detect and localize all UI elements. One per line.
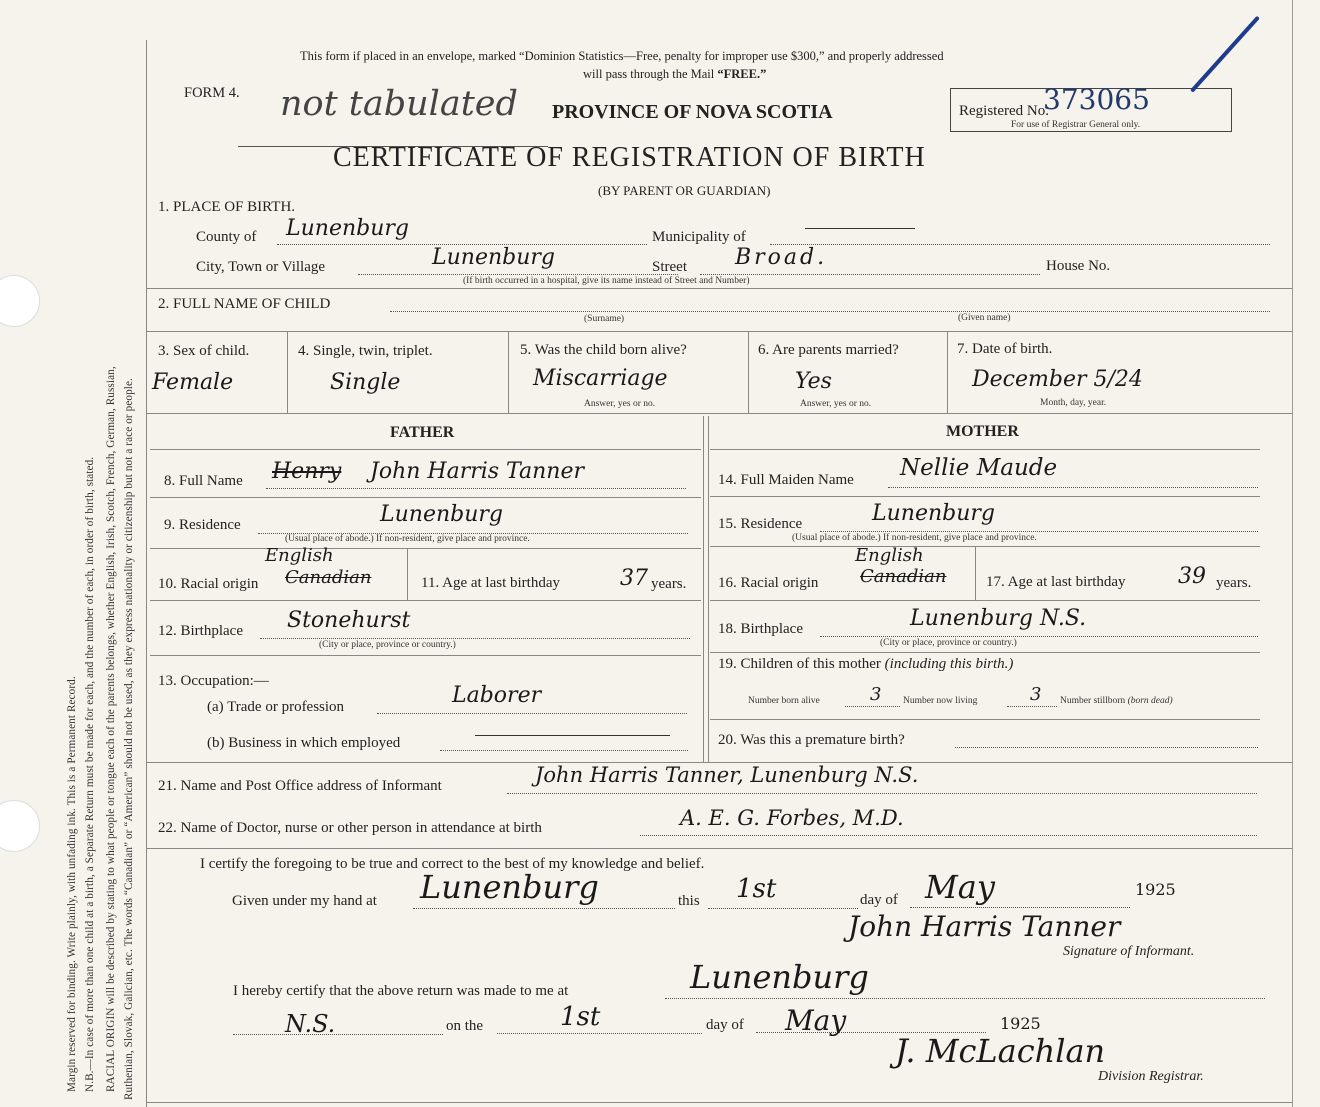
date-note: Month, day, year. [1040,398,1107,408]
rule-father-head [150,449,701,450]
frame-left [146,40,147,1107]
mother-age-value: 39 [1178,564,1206,589]
rule-f10 [150,600,701,601]
business-label: (b) Business in which employed [207,735,401,751]
registrar-place-value: Lunenburg [690,958,869,996]
given-month-value: May [925,868,995,906]
father-name-line [266,488,686,489]
informant-signature: John Harris Tanner [848,910,1121,943]
trade-value: Laborer [452,683,542,708]
doctor-line [640,835,1257,836]
registrar-place-line [665,998,1265,999]
rule-m18 [710,652,1260,653]
mother-name-line [888,487,1258,488]
city-line [358,274,678,275]
margin-note-4: Ruthenian, Slovak, Galician, etc. The words “Canadian” or “American” should not be used, as they express nationality or citizenship but not a race or people. [123,378,135,1100]
street-label: Street [652,259,687,275]
born-alive-line [845,706,900,707]
living-value: 3 [1030,684,1042,705]
rule-f8 [150,497,701,498]
occupation-label: 13. Occupation:— [158,673,269,689]
living-line [1007,706,1057,707]
surname-note: (Surname) [584,314,625,324]
father-residence-note: (Usual place of abode.) If non-resident, give place and province. [285,534,530,544]
divider-4-5 [508,331,509,413]
alive-label: 5. Was the child born alive? [520,342,687,358]
city-value: Lunenburg [432,245,555,270]
certify-text: I certify the foregoing to be true and correct to the best of my knowledge and belief. [200,856,705,872]
mail-notice-text: will pass through the Mail [583,67,715,81]
date-value: December 5/24 [972,367,1143,392]
stillborn-label-text: Number stillborn [1060,696,1126,706]
binding-hole-bottom [0,800,40,852]
bottom-rule [146,1102,1292,1103]
registrar-signature: J. McLachlan [895,1032,1106,1070]
column-divider-b [708,416,709,762]
alive-value: Miscarriage [533,366,668,391]
father-heading: FATHER [390,424,455,441]
children-label-note: (including this birth.) [884,656,1014,672]
informant-value: John Harris Tanner, Lunenburg N.S. [535,763,919,787]
registrar-day-value: 1st [560,1002,601,1032]
registrar-text: I hereby certify that the above return was made to me at [233,983,569,999]
father-residence-value: Lunenburg [380,502,503,527]
municipality-dash [805,228,915,229]
divider-6-7 [947,331,948,413]
date-label: 7. Date of birth. [957,341,1053,357]
registration-note: For use of Registrar General only. [1011,120,1141,130]
county-label: County of [196,229,257,245]
single-value: Single [330,370,401,395]
born-alive-value: 3 [870,684,882,705]
rule-2 [146,331,1292,332]
father-birthplace-note: (City or place, province or country.) [319,640,456,650]
business-dash [475,735,670,736]
rule-m15 [710,546,1260,547]
divider-10-11 [407,548,408,600]
mother-residence-value: Lunenburg [872,501,995,526]
mother-birthplace-line [820,636,1258,637]
certificate-subtitle: (BY PARENT OR GUARDIAN) [598,183,771,198]
father-name-label: 8. Full Name [164,473,243,489]
rule-f9 [150,548,701,549]
married-note: Answer, yes or no. [800,399,872,409]
province-heading: PROVINCE OF NOVA SCOTIA [552,101,833,123]
form-number: FORM 4. [184,85,240,101]
registration-box [950,83,1232,132]
street-value: Broad. [735,245,828,270]
given-year-value: 1925 [1135,880,1176,899]
father-racial-struck: Canadian [285,567,372,588]
margin-note-2: N.B.—In case of more than one child at a birth, a Separate Return must be made for each, and the number of each, in order of birth, stated. [84,456,96,1092]
doctor-label: 22. Name of Doctor, nurse or other person in attendance at birth [158,820,542,836]
father-racial-value: English [265,545,334,566]
father-racial-label: 10. Racial origin [158,576,259,592]
registrar-label: Division Registrar. [1098,1069,1204,1084]
mother-birthplace-label: 18. Birthplace [718,621,803,637]
child-name-label: 2. FULL NAME OF CHILD [158,296,331,312]
given-day-value: 1st [736,874,777,904]
father-residence-label: 9. Residence [164,517,241,533]
trade-label: (a) Trade or profession [207,699,345,715]
divider-3-4 [287,331,288,413]
day-of-label: day of [860,892,898,908]
divider-5-6 [748,331,749,413]
registrar-province-line [233,1034,443,1035]
given-name-note: (Given name) [958,313,1011,323]
not-tabulated-note: not tabulated [280,84,518,124]
informant-line [507,793,1257,794]
business-line [440,750,688,751]
registrar-month-value: May [785,1004,847,1037]
sex-label: 3. Sex of child. [158,343,250,359]
margin-note-1: Margin reserved for binding. Write plainly, with unfading ink. This is a Permanent Record. [66,676,78,1092]
mother-name-label: 14. Full Maiden Name [718,472,854,488]
rule-m14 [710,496,1260,497]
living-label: Number now living [903,696,978,706]
mother-birthplace-note: (City or place, province or country.) [880,638,1017,648]
mother-residence-line [820,531,1258,532]
children-label-text: 19. Children of this mother [718,656,881,672]
registrar-day-of-label: day of [706,1017,744,1033]
informant-label: 21. Name and Post Office address of Informant [158,778,442,794]
given-place-value: Lunenburg [420,868,599,906]
mail-notice-line1: This form if placed in an envelope, marked “Dominion Statistics—Free, penalty for improper use $300,” and properly addressed [300,49,944,63]
mother-racial-value: English [855,545,924,566]
place-of-birth-heading: 1. PLACE OF BIRTH. [158,199,296,215]
rule-1 [146,288,1292,289]
sex-value: Female [152,370,234,395]
father-age-label: 11. Age at last birthday [421,575,560,591]
rule-f12 [150,655,701,656]
given-month-line [910,907,1130,908]
mother-name-value: Nellie Maude [900,455,1058,481]
single-label: 4. Single, twin, triplet. [298,343,433,359]
father-age-value: 37 [620,566,648,591]
registrar-province-value: N.S. [285,1010,336,1038]
municipality-label: Municipality of [652,229,746,245]
father-birthplace-label: 12. Birthplace [158,623,243,639]
mother-birthplace-value: Lunenburg N.S. [910,606,1087,631]
father-name-struck: Henry [272,459,342,484]
mother-age-label: 17. Age at last birthday [986,574,1126,590]
divider-16-17 [975,546,976,600]
mother-racial-label: 16. Racial origin [718,575,819,591]
doctor-value: A. E. G. Forbes, M.D. [680,806,904,830]
children-label [718,656,1013,673]
rule-m16 [710,600,1260,601]
pen-mark [1190,16,1260,93]
father-name-value: John Harris Tanner [370,459,585,484]
street-line [700,274,1040,275]
rule-mother-head [710,449,1260,450]
mother-age-unit: years. [1216,575,1252,591]
mail-notice-line2 [583,67,766,82]
alive-note: Answer, yes or no. [584,399,656,409]
mother-residence-note: (Usual place of abode.) If non-resident, give place and province. [792,533,1037,543]
house-label: House No. [1046,258,1111,274]
this-label: this [678,893,700,909]
married-value: Yes [795,369,832,394]
married-label: 6. Are parents married? [758,342,899,358]
given-day-line [708,908,858,909]
frame-right [1292,0,1293,1107]
rule-5 [146,848,1292,849]
binding-hole-top [0,275,40,327]
certificate-title: CERTIFICATE OF REGISTRATION OF BIRTH [333,142,926,173]
registration-number: 373065 [1043,83,1150,116]
rule-3 [146,413,1292,414]
mail-notice-free: “FREE.” [717,67,767,81]
stillborn-label [1060,696,1173,706]
mother-racial-struck: Canadian [860,566,947,587]
registration-label: Registered No. [959,103,1049,119]
trade-line [377,713,687,714]
city-label: City, Town or Village [196,259,326,275]
child-name-line [390,311,1270,312]
registrar-year-value: 1925 [1000,1014,1041,1033]
father-birthplace-value: Stonehurst [287,608,411,633]
stillborn-note: (born dead) [1127,696,1173,706]
mother-residence-label: 15. Residence [718,516,803,532]
mother-heading: MOTHER [946,423,1019,440]
given-place-line [413,908,675,909]
father-age-unit: years. [651,576,687,592]
registrar-day-line [497,1033,702,1034]
on-the-label: on the [446,1018,484,1034]
municipality-line [770,244,1270,245]
informant-signature-label: Signature of Informant. [1063,944,1195,959]
column-divider-a [703,416,704,762]
born-alive-label: Number born alive [748,696,820,706]
father-birthplace-line [260,638,690,639]
hospital-note: (If birth occurred in a hospital, give its name instead of Street and Number) [463,276,750,286]
county-value: Lunenburg [286,216,409,241]
premature-label: 20. Was this a premature birth? [718,732,905,748]
rule-m19 [710,719,1260,720]
premature-line [955,747,1258,748]
given-label: Given under my hand at [232,893,377,909]
margin-note-3: RACIAL ORIGIN will be described by stating to what people or tongue each of the parents belongs, whether English, Irish, Scotch, French, German, Russian, [105,366,117,1092]
